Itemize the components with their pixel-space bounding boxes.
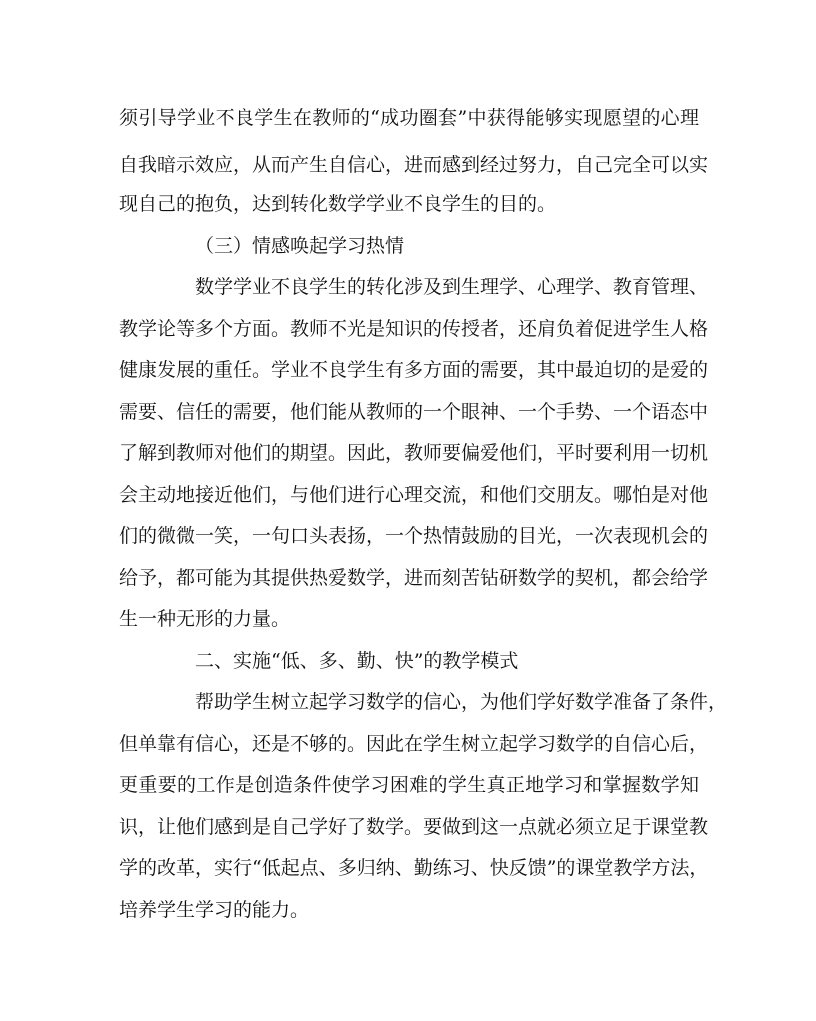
paragraph-line: 自我暗示效应，从而产生自信心，进而感到经过努力，自己完全可以实 [119, 154, 709, 176]
paragraph-line: 学的改革，实行“低起点、多归纳、勤练习、快反馈”的课堂教学方法， [119, 857, 709, 879]
paragraph-line: 们的微微一笑，一句口头表扬，一个热情鼓励的目光，一次表现机会的 [119, 525, 709, 547]
paragraph-line: 数学学业不良学生的转化涉及到生理学、心理学、教育管理、 [195, 276, 709, 298]
paragraph-line: 需要、信任的需要，他们能从教师的一个眼神、一个手势、一个语态中 [119, 401, 709, 423]
paragraph-line: 但单靠有信心，还是不够的。因此在学生树立起学习数学的自信心后， [119, 733, 709, 755]
section-heading: （三）情感唤起学习热情 [195, 235, 405, 257]
paragraph-line: 教学论等多个方面。教师不光是知识的传授者，还肩负着促进学生人格 [119, 318, 709, 340]
paragraph-line: 生一种无形的力量。 [119, 608, 291, 630]
section-heading: 二、实施“低、多、勤、快”的教学模式 [195, 650, 519, 672]
paragraph-line: 给予，都可能为其提供热爱数学，进而刻苦钻研数学的契机，都会给学 [119, 567, 709, 589]
paragraph-line: 会主动地接近他们，与他们进行心理交流，和他们交朋友。哪怕是对他 [119, 484, 709, 506]
paragraph-line: 健康发展的重任。学业不良学生有多方面的需要，其中最迫切的是爱的 [119, 359, 709, 381]
paragraph-line: 培养学生学习的能力。 [119, 899, 310, 921]
paragraph-line: 识，让他们感到是自己学好了数学。要做到这一点就必须立足于课堂教 [119, 816, 709, 838]
paragraph-line: 帮助学生树立起学习数学的信心，为他们学好数学准备了条件， [195, 691, 728, 713]
paragraph-line: 现自己的抱负，达到转化数学学业不良学生的目的。 [119, 193, 557, 215]
paragraph-line: 更重要的工作是创造条件使学习困难的学生真正地学习和掌握数学知 [119, 774, 699, 796]
paragraph-line: 了解到教师对他们的期望。因此，教师要偏爱他们，平时要利用一切机 [119, 442, 709, 464]
paragraph-line: 须引导学业不良学生在教师的“成功圈套”中获得能够实现愿望的心理 [119, 107, 699, 129]
